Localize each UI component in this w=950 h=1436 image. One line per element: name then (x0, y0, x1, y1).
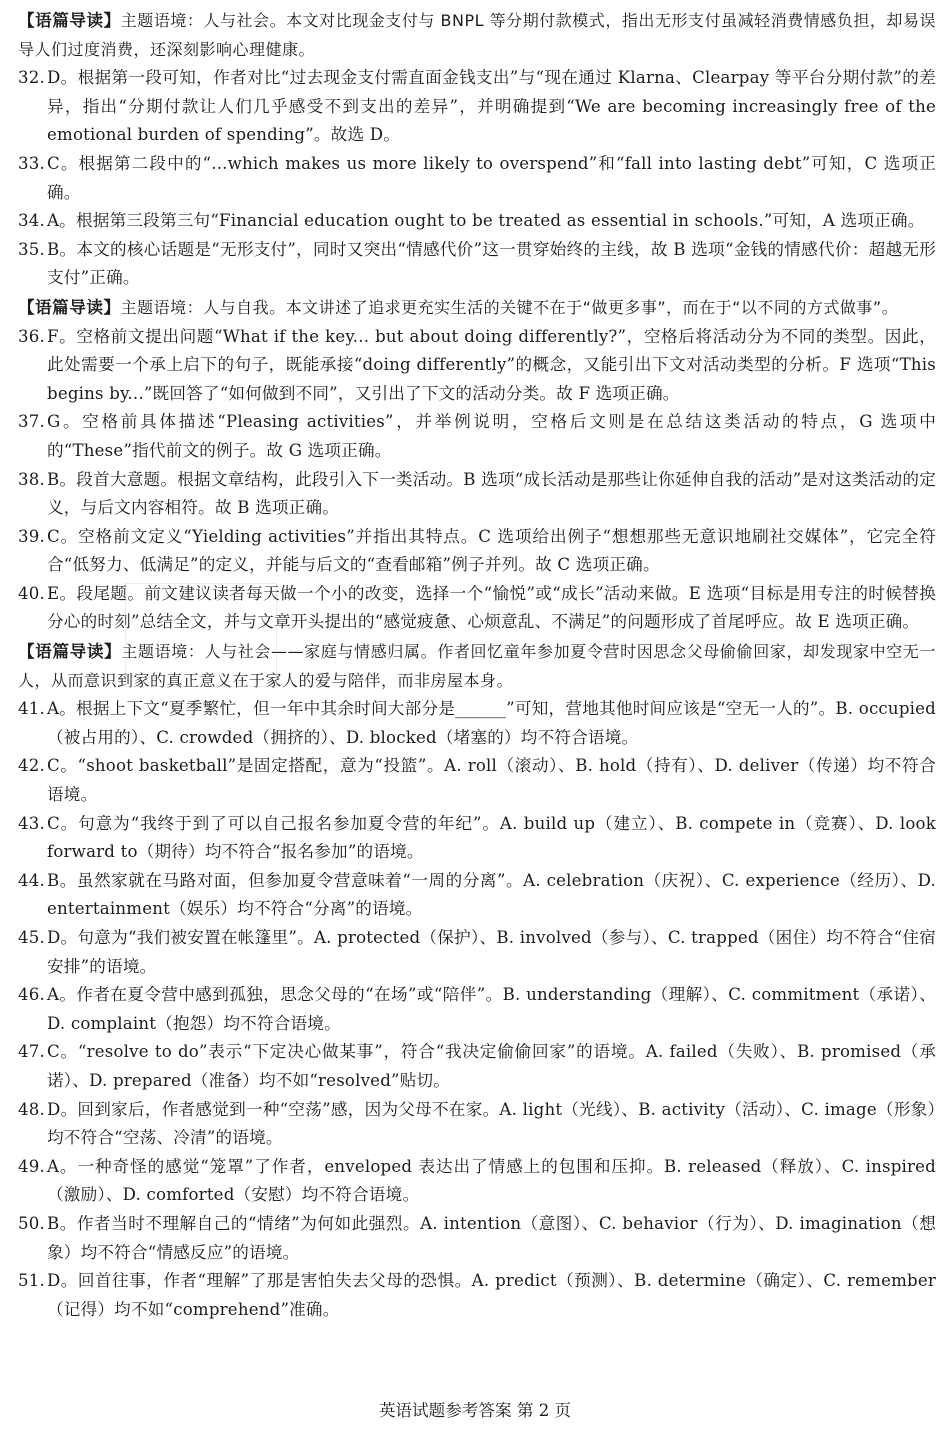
answer-text: C。空格前文定义“Yielding activities”并指出其特点。C 选项给出例子“想想那些无意识地刷社交媒体”，它完全符合“低努力、低满足”的定义，并能与后文的“查看邮箱”例子并列。故 C 选项正确。 (47, 526, 936, 575)
answer-item (18, 523, 936, 580)
question-number: 38. (18, 469, 45, 489)
answer-item (18, 1210, 936, 1267)
answer-item (18, 695, 936, 752)
answer-item (18, 1096, 936, 1153)
question-number: 48. (18, 1099, 45, 1119)
passage-guide (18, 293, 936, 323)
question-number: 39. (18, 526, 45, 546)
answer-item (18, 207, 936, 236)
answer-item (18, 323, 936, 409)
answer-item (18, 236, 936, 293)
answer-text: G。空格前具体描述“Pleasing activities”，并举例说明，空格后文则是在总结这类活动的特点，G 选项中的“These”指代前文的例子。故 G 选项正确。 (47, 412, 936, 460)
question-number: 45. (18, 928, 45, 947)
passage-guide (18, 6, 936, 64)
answer-item (18, 752, 936, 809)
answer-text: D。根据第一段可知，作者对比“过去现金支付需直面金钱支出”与“现在通过 Klarna、Clearpay 等平台分期付款”的差异，指出“分期付款让人们几乎感受不到支出的差异”，并明确提到“We are becoming increasingly free of the emotional burden of spending”。故选 D。 (47, 68, 936, 145)
answer-item (18, 466, 936, 523)
answer-item (18, 580, 936, 637)
answer-item (18, 408, 936, 465)
answer-item (18, 924, 936, 981)
answer-text: B。段首大意题。根据文章结构，此段引入下一类活动。B 选项“成长活动是那些让你延伸自我的活动”是对这类活动的定义，与后文内容相符。故 B 选项正确。 (47, 469, 936, 518)
answer-text: E。段尾题。前文建议读者每天做一个小的改变，选择一个“愉悦”或“成长”活动来做。E 选项“目标是用专注的时候替换分心的时刻”总结全文，并与文章开头提出的“感觉疲惫、心烦意乱、不满足”的问题形成了首尾呼应。故 E 选项正确。 (47, 583, 936, 632)
answer-text: B。本文的核心话题是“无形支付”，同时又突出“情感代价”这一贯穿始终的主线，故 B 选项“金钱的情感代价：超越无形支付”正确。 (47, 239, 936, 288)
question-number: 50. (18, 1213, 45, 1233)
answer-text: C。根据第二段中的“...which makes us more likely to overspend”和“fall into lasting debt”可知，C 选项正确。 (47, 153, 936, 202)
answer-text: D。回首往事，作者“理解”了那是害怕失去父母的恐惧。A. predict（预测）、B. determine（确定）、C. remember（记得）均不如“comprehend”准确。 (47, 1271, 936, 1319)
question-number: 35. (18, 239, 45, 259)
answer-item (18, 981, 936, 1038)
question-number: 34. (18, 211, 45, 231)
question-number: 40. (18, 583, 45, 603)
guide-tag: 【语篇导读】 (18, 641, 122, 662)
question-number: 43. (18, 813, 45, 833)
answer-text: A。作者在夏令营中感到孤独，思念父母的“在场”或“陪伴”。B. understanding（理解）、C. commitment（承诺）、D. complaint（抱怨）均不符合语境。 (47, 985, 936, 1033)
question-number: 37. (18, 412, 45, 432)
guide-text: 主题语境：人与社会。本文对比现金支付与 BNPL 等分期付款模式，指出无形支付虽减轻消费情感负担，却易误导人们过度消费，还深刻影响心理健康。 (18, 11, 936, 59)
question-number: 44. (18, 870, 45, 890)
answer-text: B。虽然家就在马路对面，但参加夏令营意味着“一周的分离”。A. celebration（庆祝）、C. experience（经历）、D. entertainment（娱乐）均不符合“分离”的语境。 (47, 870, 936, 919)
question-number: 41. (18, 699, 45, 719)
question-number: 49. (18, 1156, 45, 1176)
answer-text: C。“resolve to do”表示“下定决心做某事”，符合“我决定偷偷回家”的语境。A. failed（失败）、B. promised（承诺）、D. prepared（准备）均不如“resolved”贴切。 (47, 1042, 936, 1090)
answer-item (18, 1038, 936, 1095)
question-number: 47. (18, 1042, 45, 1062)
guide-text: 主题语境：人与社会——家庭与情感归属。作者回忆童年参加夏令营时因思念父母偷偷回家，却发现家中空无一人，从而意识到家的真正意义在于家人的爱与陪伴，而非房屋本身。 (18, 642, 936, 690)
answer-item (18, 150, 936, 207)
answer-item (18, 1267, 936, 1324)
answer-item (18, 810, 936, 867)
question-number: 32. (18, 68, 45, 88)
guide-text: 主题语境：人与自我。本文讲述了追求更充实生活的关键不在于“做更多事”，而在于“以不同的方式做事”。 (120, 297, 899, 317)
answer-text: A。根据第三段第三句“Financial education ought to be treated as essential in schools.”可知，A 选项正确。 (47, 211, 925, 231)
page-footer: 英语试题参考答案 第 2 页 (378, 1401, 572, 1420)
passage-guide (18, 637, 936, 695)
question-number: 51. (18, 1271, 45, 1291)
answer-item (18, 1153, 936, 1210)
answer-document (18, 6, 936, 1324)
answer-text: C。“shoot basketball”是固定搭配，意为“投篮”。A. roll（滚动）、B. hold（持有）、D. deliver（传递）均不符合语境。 (47, 756, 936, 805)
question-number: 36. (18, 326, 45, 346)
question-number: 33. (18, 153, 45, 173)
answer-text: A。一种奇怪的感觉“笼罩”了作者，enveloped 表达出了情感上的包围和压抑。B. released（释放）、C. inspired（激励）、D. comforted（安慰）均不符合语境。 (47, 1156, 936, 1205)
guide-tag: 【语篇导读】 (18, 296, 121, 317)
answer-text: F。空格前文提出问题“What if the key... but about doing differently?”，空格后将活动分为不同的类型。因此，此处需要一个承上启下的句子，既能承接“doing differently”的概念，又能引出下文对活动类型的分析。F 选项“This begins by...”既回答了“如何做到不同”，又引出了下文的活动分类。故 F 选项正确。 (47, 326, 936, 403)
answer-text: B。作者当时不理解自己的“情绪”为何如此强烈。A. intention（意图）、C. behavior（行为）、D. imagination（想象）均不符合“情感反应”的语境。 (47, 1213, 936, 1262)
question-number: 46. (18, 985, 45, 1005)
answer-text: D。句意为“我们被安置在帐篷里”。A. protected（保护）、B. involved（参与）、C. trapped（困住）均不符合“住宿安排”的语境。 (47, 928, 936, 976)
answer-text: C。句意为“我终于到了可以自己报名参加夏令营的年纪”。A. build up（建立）、B. compete in（竞赛）、D. look forward to（期待）均不符合“报名参加”的语境。 (47, 813, 936, 862)
answer-item (18, 867, 936, 924)
answer-text: A。根据上下文“夏季繁忙，但一年中其余时间大部分是______”可知，营地其他时间应该是“空无一人的”。B. occupied（被占用的）、C. crowded（拥挤的）、D. blocked（堵塞的）均不符合语境。 (47, 699, 936, 747)
question-number: 42. (18, 756, 45, 776)
guide-tag: 【语篇导读】 (18, 10, 121, 30)
answer-item (18, 64, 936, 150)
answer-text: D。回到家后，作者感觉到一种“空荡”感，因为父母不在家。A. light（光线）、B. activity（活动）、C. image（形象）均不符合“空荡、冷清”的语境。 (47, 1099, 936, 1148)
